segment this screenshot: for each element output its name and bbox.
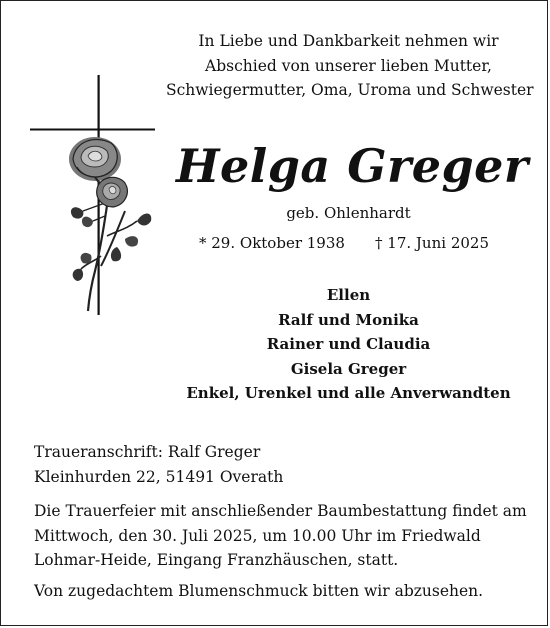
- address-line: Traueranschrift: Ralf Greger: [34, 443, 261, 461]
- mourner: Gisela Greger: [290, 359, 407, 378]
- deceased-name: Helga Greger: [176, 139, 529, 193]
- ceremony-line: Lohmar-Heide, Eingang Franzhäuschen, statt.: [34, 551, 399, 569]
- cross-with-rose-icon: [25, 71, 165, 321]
- address-line: Kleinhurden 22, 51491 Overath: [34, 467, 284, 486]
- ceremony-line: Mittwoch, den 30. Juli 2025, um 10.00 Uhr im Friedwald: [34, 526, 481, 545]
- death-date: † 17. Juni 2025: [375, 234, 489, 252]
- intro-text: [166, 29, 534, 103]
- intro-line: Schwiegermutter, Oma, Uroma und Schwester: [166, 81, 534, 99]
- intro-line: Abschied von unserer lieben Mutter,: [205, 56, 492, 75]
- birth-date: * 29. Oktober 1938: [199, 234, 345, 252]
- mourners-list: [176, 283, 521, 406]
- maiden-name: geb. Ohlenhardt: [286, 204, 411, 222]
- mourner: Ellen: [326, 286, 371, 304]
- closing-note: Von zugedachtem Blumenschmuck bitten wir abzusehen.: [34, 582, 484, 600]
- mourner: Ralf und Monika: [278, 310, 419, 329]
- mourner: Enkel, Urenkel und alle Anverwandten: [186, 384, 511, 402]
- mourner: Rainer und Claudia: [266, 335, 431, 353]
- ceremony-info: [34, 499, 527, 573]
- ceremony-line: Die Trauerfeier mit anschließender Baumbestattung findet am: [34, 502, 527, 520]
- intro-line: In Liebe und Dankbarkeit nehmen wir: [198, 32, 499, 50]
- mourning-address: [34, 440, 514, 489]
